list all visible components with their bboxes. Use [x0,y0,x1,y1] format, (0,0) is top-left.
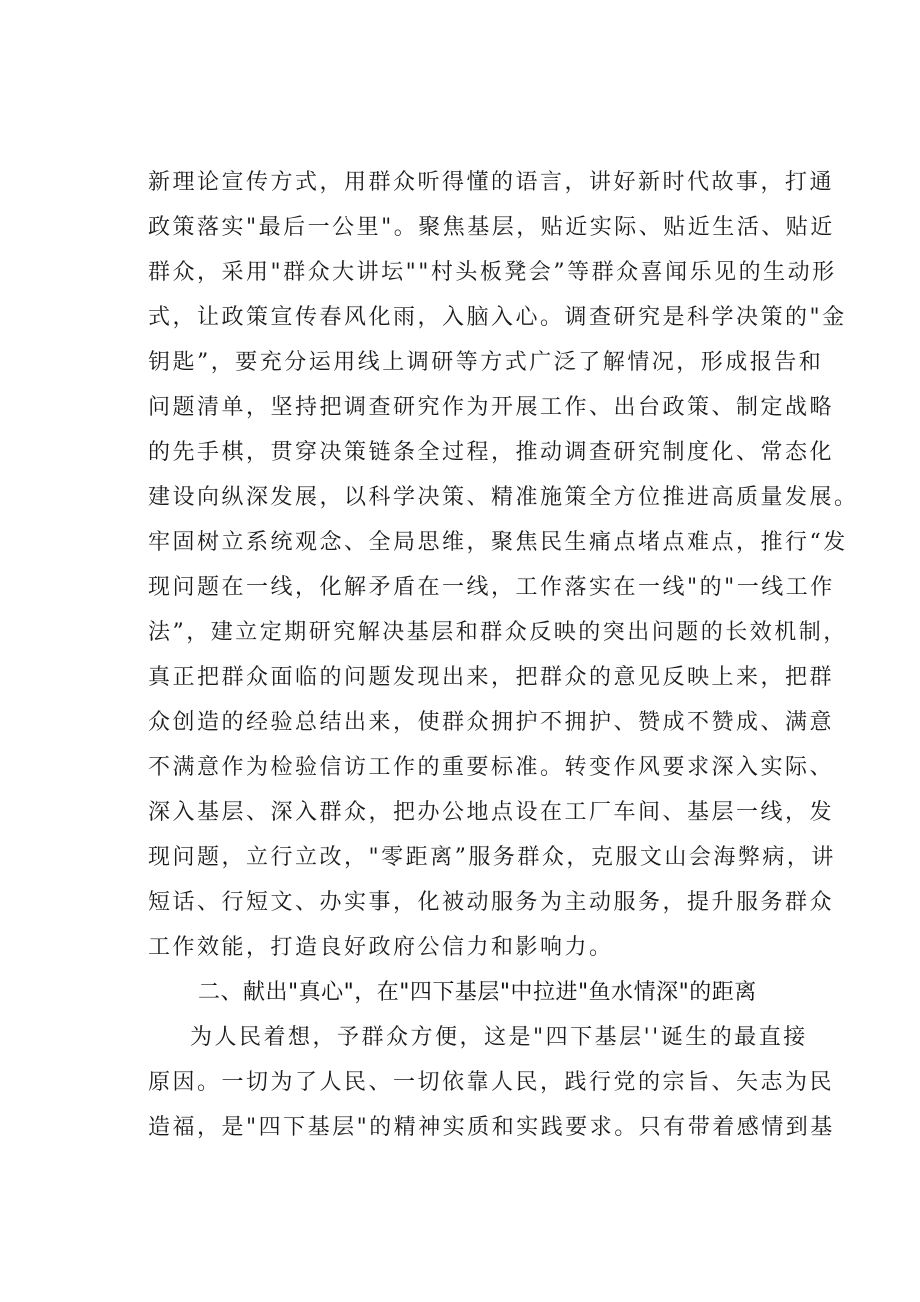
body-line-14: 不满意作为检验信访工作的重要标准。转变作风要求深入实际、 [148,755,835,780]
body-line-17: 短话、行短文、办实事，化被动服务为主动服务，提升服务群众 [148,890,835,915]
body-line-4: 式，让政策宣传春风化雨，入脑入心。调查研究是科学决策的"金 [148,305,847,330]
body-line-10: 现问题在一线，化解矛盾在一线，工作落实在一线"的"一线工作 [148,575,835,600]
body-line-2: 政策落实"最后一公里"。聚焦基层，贴近实际、贴近生活、贴近 [148,215,835,240]
body-line-13: 众创造的经验总结出来，使群众拥护不拥护、赞成不赞成、满意 [148,710,835,735]
body-line-3: 群众，采用"群众大讲坛""村头板凳会”等群众喜闻乐见的生动形 [148,260,837,285]
body-line-6: 问题清单，坚持把调查研究作为开展工作、出台政策、制定战略 [148,395,835,420]
body-line-16: 现问题，立行立改，"零距离”服务群众，克服文山会海弊病，讲 [148,845,836,870]
section-line-1: 为人民着想，予群众方便，这是"四下基层''诞生的最直接 [190,1025,808,1050]
section-line-2: 原因。一切为了人民、一切依靠人民，践行党的宗旨、矢志为民 [148,1070,835,1095]
body-line-7: 的先手棋，贯穿决策链条全过程，推动调查研究制度化、常态化 [148,440,835,465]
body-line-9: 牢固树立系统观念、全局思维，聚焦民生痛点堵点难点，推行“发 [148,530,848,555]
section-line-3: 造福，是"四下基层"的精神实质和实践要求。只有带着感情到基 [148,1115,835,1140]
body-line-18: 工作效能，打造良好政府公信力和影响力。 [148,935,614,960]
section-heading: 二、献出"真心"，在"四下基层"中拉进"鱼水情深"的距离 [198,980,757,1005]
body-line-8: 建设向纵深发展，以科学决策、精准施策全方位推进高质量发展。 [148,485,859,510]
body-line-5: 钥匙”，要充分运用线上调研等方式广泛了解情况，形成报告和 [148,350,824,375]
body-line-15: 深入基层、深入群众，把办公地点设在工厂车间、基层一线，发 [148,800,835,825]
body-line-12: 真正把群众面临的问题发现出来，把群众的意见反映上来，把群 [148,665,835,690]
body-line-1: 新理论宣传方式，用群众听得懂的语言，讲好新时代故事，打通 [148,170,835,195]
body-line-11: 法”，建立定期研究解决基层和群众反映的突出问题的长效机制， [148,620,848,645]
